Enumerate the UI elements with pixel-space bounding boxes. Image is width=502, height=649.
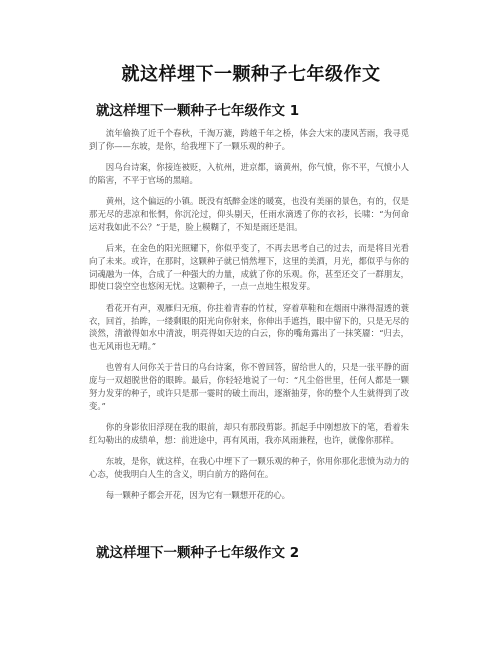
paragraph: 后来，在金色的阳光照耀下，你似乎变了，不再去思考自己的过去，而是将目光看向了未来。或许，在那时，这颗种子就已悄然埋下，这里的美酒，月光，都似乎与你的词魂融为一体，合成了一种强大的力量，成就了你的乐观。你，甚至还交了一群朋友，即使口袋空空也悠闲无忧。这颗种子，一点一点地生根发芽。 — [89, 243, 409, 292]
paragraph: 你的身影依旧浮现在我的眼前，却只有那段剪影。抓起手中刚想放下的笔，看着朱红勾勒出的成绩单，想：前进途中，再有风雨，我亦风雨兼程，也许，就像你那样。 — [89, 422, 409, 445]
paragraph: 也曾有人问你关于昔日的乌台诗案，你不曾回答，留给世人的，只是一张平静的面庞与一双超脱世俗的眼眸。最后，你轻轻地说了一句：“凡尘俗世里，任何人都是一颗努力发芽的种子，或许只是那一霎时的破土而出，逐渐抽芽，你的整个人生就得到了改变。” — [89, 362, 409, 411]
paragraph: 黄州，这个偏远的小镇。既没有纸醉金迷的暖寞，也没有美丽的景色，有的，仅是那无尽的悲凉和怅惘，你沉沦过，仰头剔天，任雨水滴透了你的衣衫，长啸：“为何命运对我如此不公？”于是，脸上模糊了，不知是雨还是泪。 — [89, 196, 409, 232]
paragraph: 每一颗种子都会开花，因为它有一颗想开花的心。 — [105, 490, 291, 501]
paragraph: 东坡，是你，就这样，在我心中埋下了一颗乐观的种子，你用你那化悲愤为动力的心态，使我明白人生的含义，明白前方的路何在。 — [89, 456, 409, 480]
paragraph: 因乌台诗案，你接连被贬，入杭州，进京都，谪黄州，你气愤，你不平，气愤小人的陷害，不平于官场的黑暗。 — [89, 162, 409, 185]
section-heading-1: 就这样埋下一颗种子七年级作文 1 — [96, 103, 300, 119]
paragraph: 看花开有声，观雁归无痕，你拄着青春的竹杖，穿着草鞋和在烟雨中淋得湿透的蓑衣，回首，抬眸，一缕剩眼的阳光向你射来，你伸出手遮挡，眼中留下的，只是无尽的淡然，清澈得如水中清波，明亮得如天边的白云，你的嘴角露出了一抹笑靥：“归去，也无风雨也无晴。” — [89, 302, 409, 352]
section-1-body — [89, 127, 409, 511]
paragraph: 流年偷换了近千个春秋，千淘万漉，跨越千年之桥，体会大宋的凄风苦雨，我寻觅到了你——东坡，是你，给我埋下了一颗乐观的种子。 — [89, 128, 409, 151]
section-heading-2: 就这样埋下一颗种子七年级作文 2 — [96, 545, 300, 561]
document-title: 就这样埋下一颗种子七年级作文 — [121, 64, 381, 85]
